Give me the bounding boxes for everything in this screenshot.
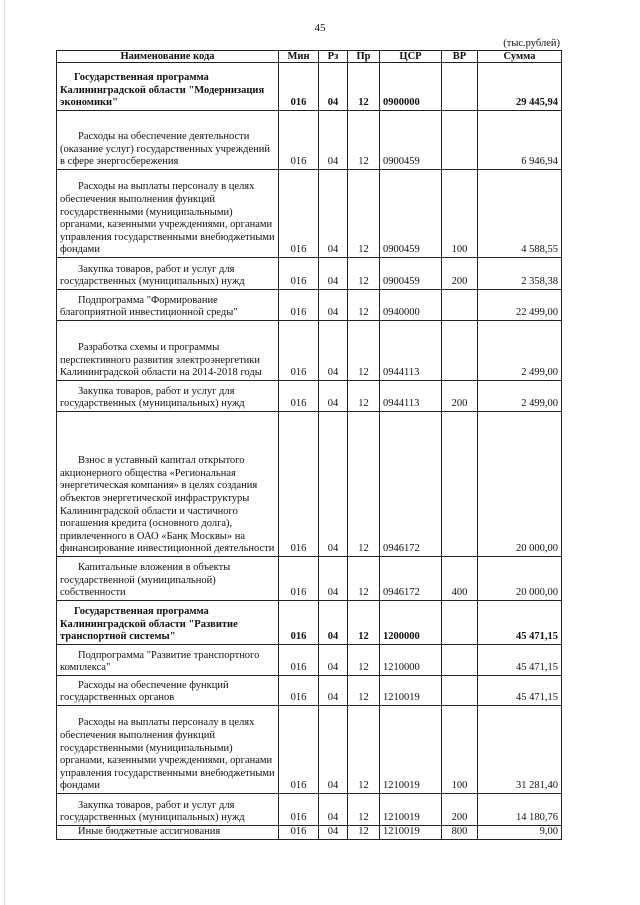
row-sum: 22 499,00 bbox=[478, 290, 562, 321]
row-name bbox=[57, 826, 279, 840]
row-min: 016 bbox=[279, 290, 319, 321]
table-row bbox=[57, 412, 562, 557]
row-name-text: Расходы на обеспечение функций государственных органов bbox=[60, 679, 229, 704]
table-row bbox=[57, 601, 562, 645]
row-min: 016 bbox=[279, 63, 319, 111]
table-row bbox=[57, 645, 562, 676]
row-name bbox=[57, 557, 279, 601]
row-rz: 04 bbox=[319, 321, 348, 381]
row-name bbox=[57, 645, 279, 676]
col-header-vr: ВР bbox=[442, 51, 478, 63]
row-name-text: Расходы на выплаты персоналу в целях обеспечения выполнения функций государственными (муниципальными) органами, казенными учреждениями, органами управления государственными внебюджетными фондами bbox=[60, 181, 275, 256]
row-rz: 04 bbox=[319, 557, 348, 601]
row-min: 016 bbox=[279, 645, 319, 676]
table-row bbox=[57, 258, 562, 290]
row-pr: 12 bbox=[348, 290, 380, 321]
col-header-sum: Сумма bbox=[478, 51, 562, 63]
row-pr: 12 bbox=[348, 676, 380, 706]
col-header-rz: Рз bbox=[319, 51, 348, 63]
row-name bbox=[57, 63, 279, 111]
row-name-text: Закупка товаров, работ и услуг для государственных (муниципальных) нужд bbox=[60, 799, 245, 824]
row-min: 016 bbox=[279, 706, 319, 794]
row-vr bbox=[442, 645, 478, 676]
row-name bbox=[57, 321, 279, 381]
page-number: 45 bbox=[314, 22, 326, 34]
row-min: 016 bbox=[279, 170, 319, 258]
row-vr bbox=[442, 321, 478, 381]
row-sum: 45 471,15 bbox=[478, 676, 562, 706]
row-sum: 2 499,00 bbox=[478, 321, 562, 381]
row-rz: 04 bbox=[319, 258, 348, 290]
row-pr: 12 bbox=[348, 645, 380, 676]
row-min: 016 bbox=[279, 676, 319, 706]
row-pr: 12 bbox=[348, 557, 380, 601]
row-pr: 12 bbox=[348, 170, 380, 258]
row-min: 016 bbox=[279, 412, 319, 557]
budget-table bbox=[56, 50, 562, 840]
row-rz: 04 bbox=[319, 645, 348, 676]
row-csr: 0946172 bbox=[380, 412, 442, 557]
row-name bbox=[57, 412, 279, 557]
row-vr bbox=[442, 412, 478, 557]
col-header-csr: ЦСР bbox=[380, 51, 442, 63]
table-row bbox=[57, 290, 562, 321]
row-pr: 12 bbox=[348, 794, 380, 826]
row-name-text: Взнос в уставный капитал открытого акционерного общества «Региональная энергетическая компания» в целях создания объектов энергетической инфраструктуры Калининградской области и частичного погашения кредита (основного долга), привлеченного в ОАО «Банк Москвы» на финансирование инвестиционной деятельности bbox=[60, 455, 275, 555]
table-row bbox=[57, 321, 562, 381]
row-pr: 12 bbox=[348, 706, 380, 794]
row-vr: 400 bbox=[442, 557, 478, 601]
row-min: 016 bbox=[279, 321, 319, 381]
row-rz: 04 bbox=[319, 170, 348, 258]
row-rz: 04 bbox=[319, 412, 348, 557]
col-header-name: Наименование кода bbox=[57, 51, 279, 63]
row-sum: 2 358,38 bbox=[478, 258, 562, 290]
row-sum: 31 281,40 bbox=[478, 706, 562, 794]
row-csr: 0944113 bbox=[380, 321, 442, 381]
row-rz: 04 bbox=[319, 826, 348, 840]
row-name-text: Капитальные вложения в объекты государственной (муниципальной) собственности bbox=[60, 562, 231, 599]
row-sum: 2 499,00 bbox=[478, 381, 562, 412]
row-rz: 04 bbox=[319, 381, 348, 412]
row-min: 016 bbox=[279, 111, 319, 170]
row-vr: 100 bbox=[442, 170, 478, 258]
table-row bbox=[57, 63, 562, 111]
row-rz: 04 bbox=[319, 111, 348, 170]
row-name-text: Государственная программа Калининградской области "Модернизация экономики" bbox=[60, 72, 265, 109]
row-pr: 12 bbox=[348, 826, 380, 840]
row-sum: 29 445,94 bbox=[478, 63, 562, 111]
row-csr: 0940000 bbox=[380, 290, 442, 321]
row-rz: 04 bbox=[319, 63, 348, 111]
row-name bbox=[57, 381, 279, 412]
row-name-text: Закупка товаров, работ и услуг для государственных (муниципальных) нужд bbox=[60, 263, 245, 288]
row-pr: 12 bbox=[348, 111, 380, 170]
row-pr: 12 bbox=[348, 321, 380, 381]
row-sum: 4 588,55 bbox=[478, 170, 562, 258]
row-vr bbox=[442, 63, 478, 111]
row-csr: 1210019 bbox=[380, 826, 442, 840]
row-vr: 800 bbox=[442, 826, 478, 840]
row-min: 016 bbox=[279, 794, 319, 826]
row-sum: 20 000,00 bbox=[478, 557, 562, 601]
row-rz: 04 bbox=[319, 794, 348, 826]
row-pr: 12 bbox=[348, 601, 380, 645]
row-sum: 6 946,94 bbox=[478, 111, 562, 170]
row-csr: 1200000 bbox=[380, 601, 442, 645]
row-vr bbox=[442, 601, 478, 645]
row-name-text: Расходы на выплаты персоналу в целях обеспечения выполнения функций государственными (муниципальными) органами, казенными учреждениями, органами управления государственными внебюджетными фондами bbox=[60, 717, 275, 792]
row-name-text: Государственная программа Калининградской области "Развитие транспортной системы" bbox=[60, 606, 238, 643]
row-csr: 1210019 bbox=[380, 676, 442, 706]
row-rz: 04 bbox=[319, 706, 348, 794]
row-rz: 04 bbox=[319, 290, 348, 321]
table-row bbox=[57, 794, 562, 826]
row-pr: 12 bbox=[348, 258, 380, 290]
row-csr: 1210019 bbox=[380, 794, 442, 826]
row-name bbox=[57, 170, 279, 258]
row-csr: 0900000 bbox=[380, 63, 442, 111]
row-vr bbox=[442, 290, 478, 321]
row-csr: 0944113 bbox=[380, 381, 442, 412]
row-csr: 1210000 bbox=[380, 645, 442, 676]
table-row bbox=[57, 381, 562, 412]
row-min: 016 bbox=[279, 258, 319, 290]
row-name-text: Расходы на обеспечение деятельности (оказание услуг) государственных учреждений в сфере энергосбережения bbox=[60, 131, 270, 168]
table-row bbox=[57, 111, 562, 170]
row-min: 016 bbox=[279, 826, 319, 840]
row-name bbox=[57, 794, 279, 826]
row-name-text: Подпрограмма "Формирование благоприятной инвестиционной среды" bbox=[60, 294, 238, 319]
row-csr: 0900459 bbox=[380, 258, 442, 290]
row-name bbox=[57, 676, 279, 706]
table-row bbox=[57, 706, 562, 794]
row-sum: 9,00 bbox=[478, 826, 562, 840]
row-name bbox=[57, 111, 279, 170]
table-header bbox=[57, 51, 562, 63]
row-rz: 04 bbox=[319, 676, 348, 706]
row-csr: 1210019 bbox=[380, 706, 442, 794]
row-vr: 200 bbox=[442, 794, 478, 826]
row-vr bbox=[442, 111, 478, 170]
row-name bbox=[57, 258, 279, 290]
row-vr: 100 bbox=[442, 706, 478, 794]
row-pr: 12 bbox=[348, 63, 380, 111]
table-row bbox=[57, 557, 562, 601]
row-name bbox=[57, 290, 279, 321]
row-name bbox=[57, 601, 279, 645]
table-row bbox=[57, 170, 562, 258]
row-sum: 14 180,76 bbox=[478, 794, 562, 826]
row-vr: 200 bbox=[442, 258, 478, 290]
row-rz: 04 bbox=[319, 601, 348, 645]
row-sum: 45 471,15 bbox=[478, 601, 562, 645]
row-min: 016 bbox=[279, 381, 319, 412]
row-sum: 45 471,15 bbox=[478, 645, 562, 676]
scan-edge bbox=[4, 0, 5, 905]
row-csr: 0900459 bbox=[380, 111, 442, 170]
row-name-text: Подпрограмма "Развитие транспортного комплекса" bbox=[60, 649, 260, 674]
row-min: 016 bbox=[279, 601, 319, 645]
row-name-text: Иные бюджетные ассигнования bbox=[78, 826, 221, 837]
col-header-min: Мин bbox=[279, 51, 319, 63]
row-name-text: Закупка товаров, работ и услуг для государственных (муниципальных) нужд bbox=[60, 385, 245, 410]
row-name bbox=[57, 706, 279, 794]
row-name-text: Разработка схемы и программы перспективного развития электроэнергетики Калининградской области на 2014-2018 годы bbox=[60, 342, 262, 379]
row-min: 016 bbox=[279, 557, 319, 601]
table-row bbox=[57, 826, 562, 840]
col-header-pr: Пр bbox=[348, 51, 380, 63]
row-csr: 0946172 bbox=[380, 557, 442, 601]
table-row bbox=[57, 676, 562, 706]
row-vr bbox=[442, 676, 478, 706]
row-sum: 20 000,00 bbox=[478, 412, 562, 557]
row-vr: 200 bbox=[442, 381, 478, 412]
row-pr: 12 bbox=[348, 381, 380, 412]
row-pr: 12 bbox=[348, 412, 380, 557]
row-csr: 0900459 bbox=[380, 170, 442, 258]
units-label: (тыс.рублей) bbox=[503, 38, 560, 49]
